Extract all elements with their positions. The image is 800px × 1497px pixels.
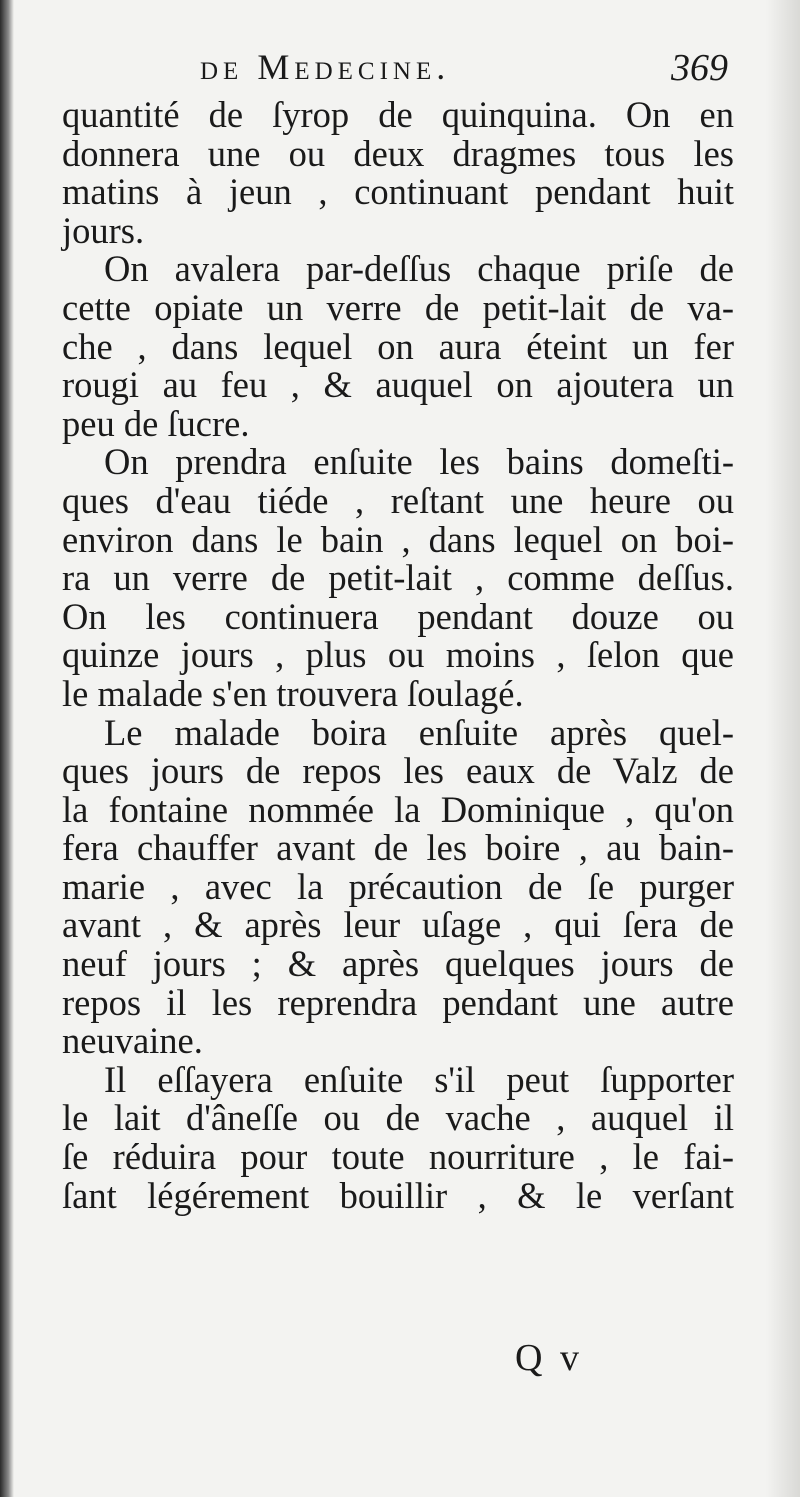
text-line: marie , avec la précaution de ſe purger — [62, 865, 734, 907]
text-line: rougi au feu , & auquel on ajoutera un — [62, 364, 734, 406]
text-line: la fontaine nommée la Dominique , qu'on — [62, 788, 734, 830]
text-line: le lait d'âneſſe ou de vache , auquel il — [62, 1097, 734, 1139]
text-line: che , dans lequel on aura éteint un fer — [62, 325, 734, 367]
running-head: de Medecine. — [200, 47, 451, 87]
page-number: 369 — [671, 47, 728, 89]
text-line: ra un verre de petit-lait , comme deſſus. — [62, 557, 734, 599]
signature-mark: Q v — [515, 1337, 583, 1379]
text-line: donnera une ou deux dragmes tous les — [62, 132, 734, 174]
text-line: cette opiate un verre de petit-lait de va- — [62, 286, 734, 328]
text-line: jours. — [62, 209, 145, 251]
text-line: environ dans le bain , dans lequel on boi- — [62, 518, 734, 560]
text-line: avant , & après leur uſage , qui ſera de — [62, 904, 734, 946]
text-line: neuf jours ; & après quelques jours de — [62, 943, 734, 985]
text-line: On avalera par-deſſus chaque priſe de — [104, 248, 734, 290]
text-line: ques d'eau tiéde , reſtant une heure ou — [62, 479, 734, 521]
text-line: On les continuera pendant douze ou — [62, 595, 734, 637]
text-line: repos il les reprendra pendant une autre — [62, 981, 734, 1023]
text-line: Il eſſayera enſuite s'il peut ſupporter — [104, 1058, 734, 1100]
text-line: fera chauffer avant de les boire , au bain- — [62, 827, 734, 869]
text-line: ques jours de repos les eaux de Valz de — [62, 750, 734, 792]
page-header — [60, 46, 740, 98]
text-line: quantité de ſyrop de quinquina. On en — [62, 94, 734, 135]
text-line: neuvaine. — [62, 1020, 203, 1062]
page-edge — [766, 0, 800, 1497]
text-line: matins à jeun , continuant pendant huit — [62, 171, 734, 213]
text-line: quinze jours , plus ou moins , ſelon que — [62, 634, 734, 676]
text-line: Le malade boira enſuite après quel- — [104, 711, 734, 753]
text-line: le malade s'en trouvera ſoulagé. — [62, 672, 524, 714]
text-line: ſant légérement bouillir , & le verſant — [62, 1174, 734, 1216]
text-line: ſe réduira pour toute nourriture , le fai- — [62, 1136, 734, 1178]
page-gutter-shadow — [0, 0, 14, 1497]
text-line: peu de ſucre. — [62, 402, 250, 444]
text-line: On prendra enſuite les bains domeſti- — [104, 441, 734, 483]
body-text — [62, 96, 734, 1215]
